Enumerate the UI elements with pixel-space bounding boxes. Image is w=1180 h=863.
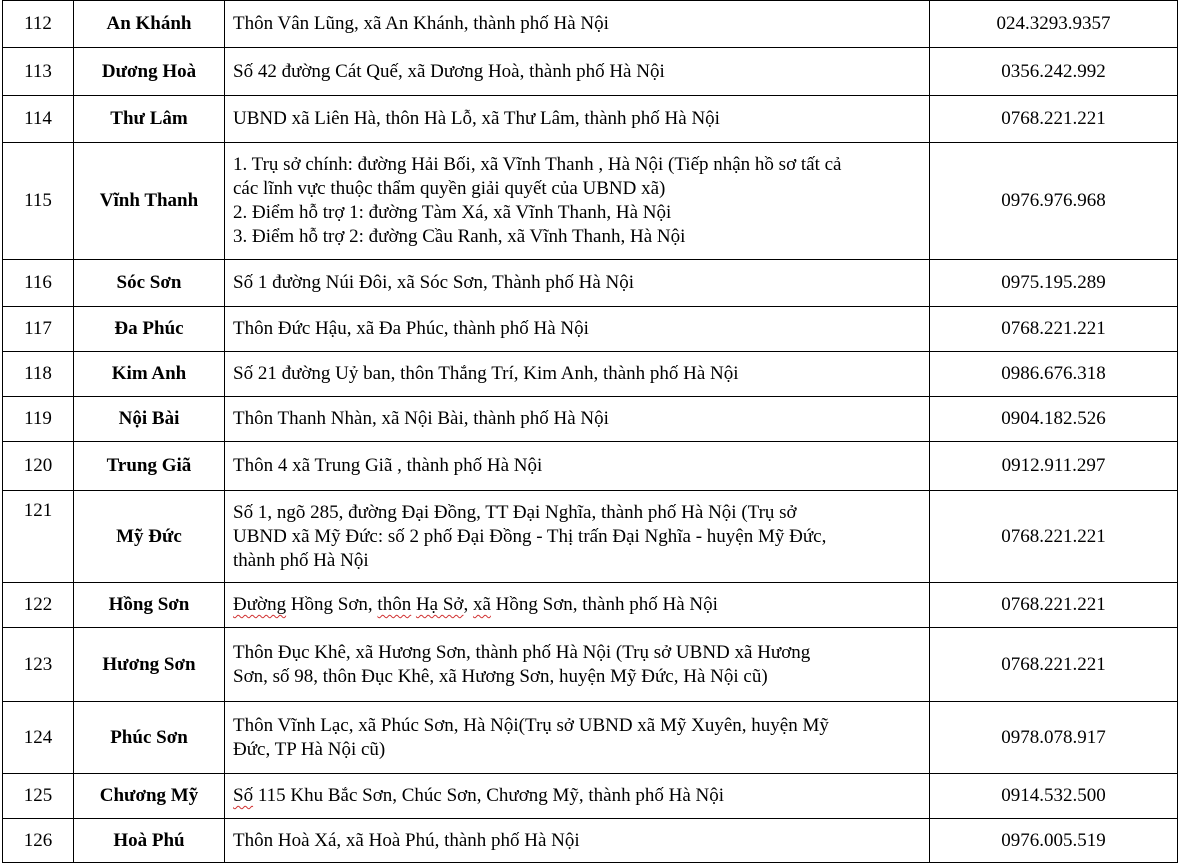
table-row <box>3 260 1178 307</box>
spellcheck-word: Hạ Sở <box>415 594 464 615</box>
commune-name: Hoà Phú <box>74 819 225 863</box>
row-number: 124 <box>3 702 74 774</box>
phone-number: 0356.242.992 <box>930 48 1178 96</box>
phone-number: 0976.005.519 <box>930 819 1178 863</box>
table-row <box>3 96 1178 143</box>
row-number: 126 <box>3 819 74 863</box>
spellcheck-word: Đường <box>233 594 287 615</box>
address-text: Hồng Sơn, <box>286 594 378 615</box>
commune-name: An Khánh <box>74 1 225 48</box>
address-line: Đức, TP Hà Nội cũ) <box>233 738 386 760</box>
address-cell: UBND xã Liên Hà, thôn Hà Lỗ, xã Thư Lâm, thành phố Hà Nội <box>225 96 930 143</box>
row-number: 121 <box>3 491 74 583</box>
table-row <box>3 628 1178 702</box>
phone-number: 0912.911.297 <box>930 442 1178 491</box>
commune-name: Mỹ Đức <box>74 491 225 583</box>
row-number: 115 <box>3 143 74 260</box>
address-line: 3. Điểm hỗ trợ 2: đường Cầu Ranh, xã Vĩnh Thanh, Hà Nội <box>233 226 686 247</box>
address-cell <box>225 491 930 583</box>
address-text: Hồng Sơn, thành phố Hà Nội <box>490 594 718 615</box>
commune-contact-table <box>2 0 1178 863</box>
phone-number: 024.3293.9357 <box>930 1 1178 48</box>
row-number: 113 <box>3 48 74 96</box>
row-number: 119 <box>3 397 74 442</box>
commune-name: Nội Bài <box>74 397 225 442</box>
commune-name: Dương Hoà <box>74 48 225 96</box>
commune-name: Chương Mỹ <box>74 774 225 819</box>
phone-number: 0768.221.221 <box>930 491 1178 583</box>
table-row <box>3 819 1178 863</box>
address-line: UBND xã Mỹ Đức: số 2 phố Đại Đồng - Thị trấn Đại Nghĩa - huyện Mỹ Đức, <box>233 525 827 547</box>
phone-number: 0978.078.917 <box>930 702 1178 774</box>
address-cell <box>225 143 930 260</box>
row-number: 114 <box>3 96 74 143</box>
row-number: 112 <box>3 1 74 48</box>
phone-number: 0914.532.500 <box>930 774 1178 819</box>
row-number: 118 <box>3 352 74 397</box>
address-cell <box>225 774 930 819</box>
phone-number: 0975.195.289 <box>930 260 1178 307</box>
address-line: thành phố Hà Nội <box>233 549 369 571</box>
table-row <box>3 352 1178 397</box>
address-cell: Thôn Vân Lũng, xã An Khánh, thành phố Hà Nội <box>225 1 930 48</box>
phone-number: 0768.221.221 <box>930 628 1178 702</box>
spellcheck-word: xã <box>472 594 491 615</box>
row-number: 123 <box>3 628 74 702</box>
commune-name: Trung Giã <box>74 442 225 491</box>
address-cell: Số 1 đường Núi Đôi, xã Sóc Sơn, Thành phố Hà Nội <box>225 260 930 307</box>
address-text: , <box>463 594 473 615</box>
address-cell: Số 42 đường Cát Quế, xã Dương Hoà, thành phố Hà Nội <box>225 48 930 96</box>
phone-number: 0904.182.526 <box>930 397 1178 442</box>
row-number: 125 <box>3 774 74 819</box>
address-cell: Thôn Đức Hậu, xã Đa Phúc, thành phố Hà Nội <box>225 307 930 352</box>
table-row <box>3 442 1178 491</box>
address-line: Thôn Vĩnh Lạc, xã Phúc Sơn, Hà Nội(Trụ sở UBND xã Mỹ Xuyên, huyện Mỹ <box>233 714 829 736</box>
address-cell <box>225 583 930 628</box>
table-row <box>3 774 1178 819</box>
table-row <box>3 397 1178 442</box>
commune-name: Hồng Sơn <box>74 583 225 628</box>
phone-number: 0768.221.221 <box>930 307 1178 352</box>
address-line: Số 1, ngõ 285, đường Đại Đồng, TT Đại Nghĩa, thành phố Hà Nội (Trụ sở <box>233 501 797 523</box>
address-text: 115 Khu Bắc Sơn, Chúc Sơn, Chương Mỹ, thành phố Hà Nội <box>253 785 724 806</box>
commune-name: Phúc Sơn <box>74 702 225 774</box>
commune-name: Sóc Sơn <box>74 260 225 307</box>
table-row <box>3 702 1178 774</box>
address-line: Thôn Đục Khê, xã Hương Sơn, thành phố Hà Nội (Trụ sở UBND xã Hương <box>233 641 811 663</box>
spellcheck-word: thôn <box>377 594 412 615</box>
table-row <box>3 307 1178 352</box>
phone-number: 0986.676.318 <box>930 352 1178 397</box>
address-cell: Thôn Hoà Xá, xã Hoà Phú, thành phố Hà Nội <box>225 819 930 863</box>
address-line: 1. Trụ sở chính: đường Hải Bối, xã Vĩnh Thanh , Hà Nội (Tiếp nhận hồ sơ tất cả <box>233 154 842 175</box>
address-line: Sơn, số 98, thôn Đục Khê, xã Hương Sơn, huyện Mỹ Đức, Hà Nội cũ) <box>233 665 768 687</box>
phone-number: 0768.221.221 <box>930 96 1178 143</box>
commune-name: Vĩnh Thanh <box>74 143 225 260</box>
phone-number: 0768.221.221 <box>930 583 1178 628</box>
table-row <box>3 491 1178 583</box>
commune-name: Thư Lâm <box>74 96 225 143</box>
address-cell: Thôn Thanh Nhàn, xã Nội Bài, thành phố Hà Nội <box>225 397 930 442</box>
phone-number: 0976.976.968 <box>930 143 1178 260</box>
address-line: các lĩnh vực thuộc thẩm quyền giải quyết của UBND xã) <box>233 178 666 199</box>
address-cell: Số 21 đường Uỷ ban, thôn Thắng Trí, Kim Anh, thành phố Hà Nội <box>225 352 930 397</box>
spellcheck-word: Số <box>233 785 254 806</box>
commune-name: Hương Sơn <box>74 628 225 702</box>
row-number: 120 <box>3 442 74 491</box>
address-cell: Thôn 4 xã Trung Giã , thành phố Hà Nội <box>225 442 930 491</box>
table-row <box>3 1 1178 48</box>
address-cell <box>225 702 930 774</box>
table-row <box>3 143 1178 260</box>
commune-name: Kim Anh <box>74 352 225 397</box>
row-number: 116 <box>3 260 74 307</box>
address-cell <box>225 628 930 702</box>
table-row <box>3 48 1178 96</box>
table-row <box>3 583 1178 628</box>
address-line: 2. Điểm hỗ trợ 1: đường Tàm Xá, xã Vĩnh Thanh, Hà Nội <box>233 202 672 223</box>
row-number: 117 <box>3 307 74 352</box>
commune-name: Đa Phúc <box>74 307 225 352</box>
row-number: 122 <box>3 583 74 628</box>
